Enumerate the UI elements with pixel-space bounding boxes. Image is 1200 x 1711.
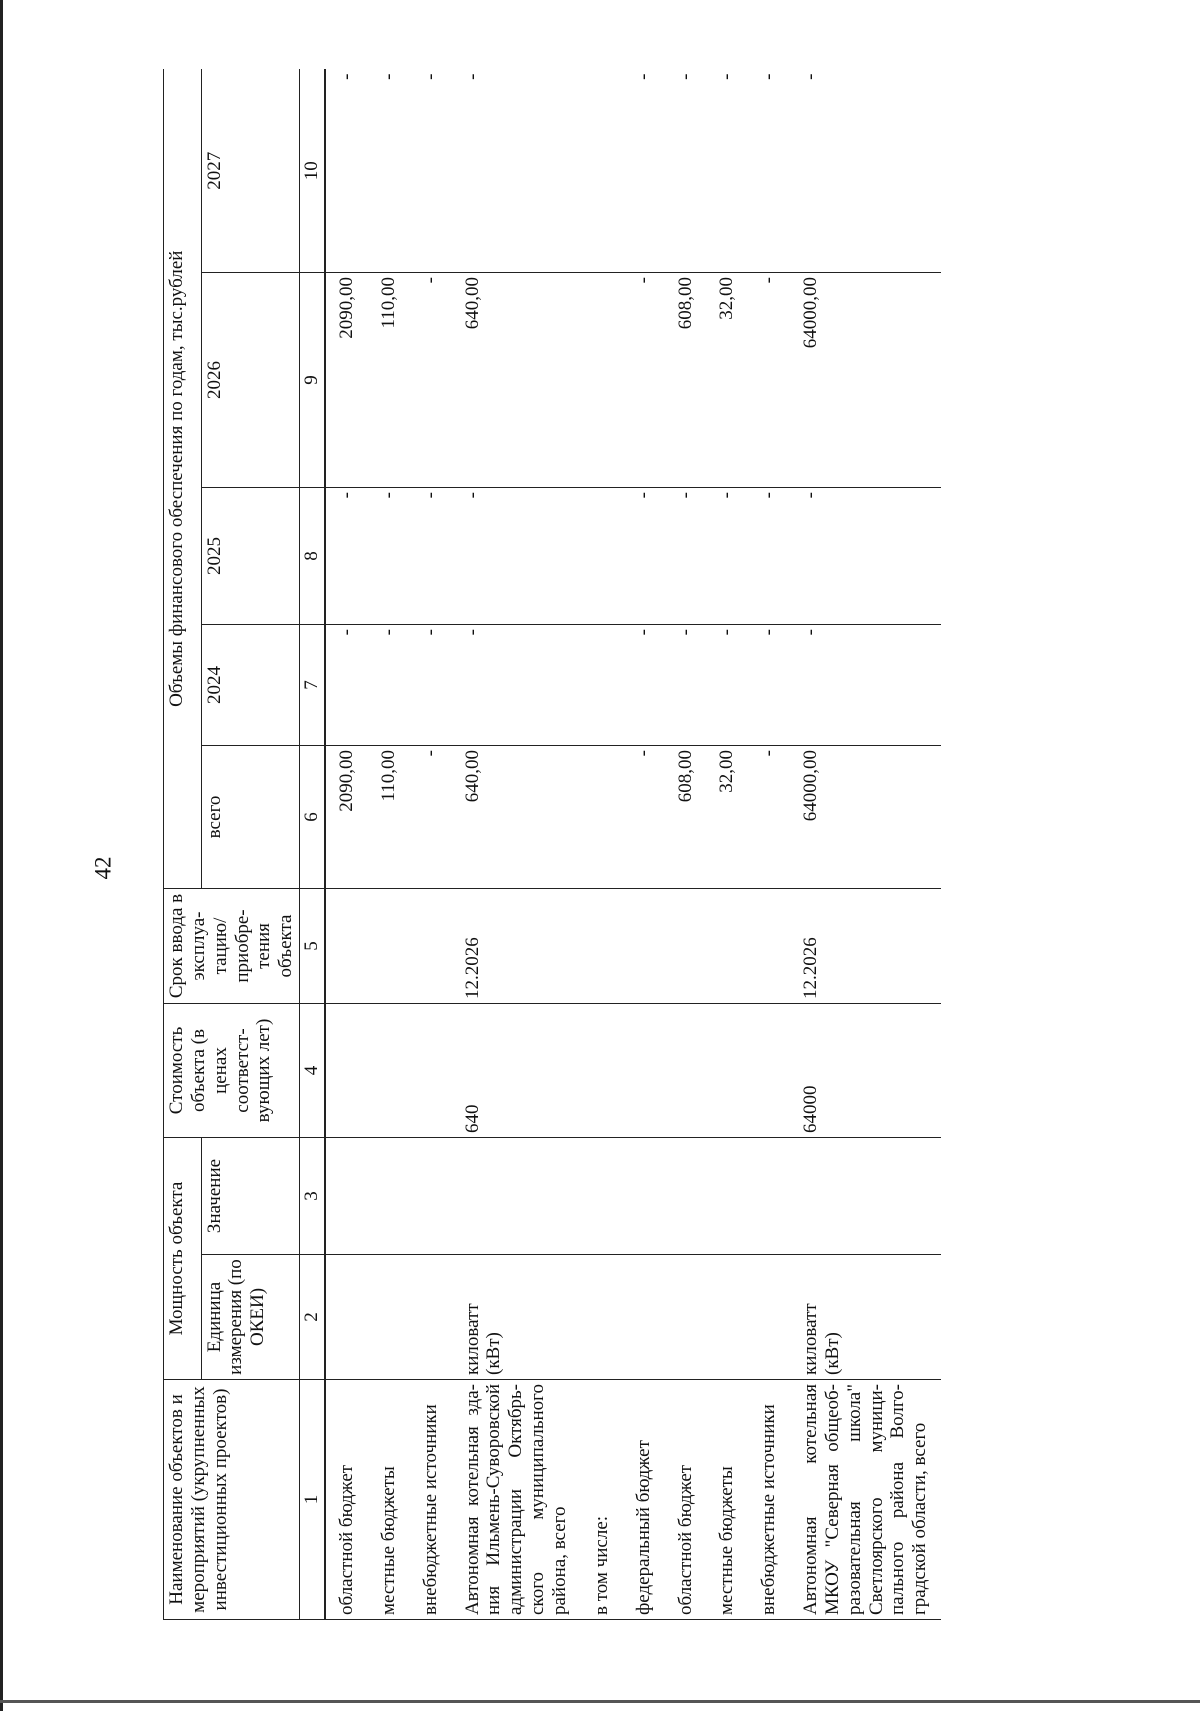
cell-total: 32,00 (706, 746, 748, 889)
header-name: Наименование объектов и мероприятий (укрупненных инвестиционных проектов) (164, 1380, 300, 1620)
cell-total: - (410, 746, 452, 889)
cell-2026 (581, 273, 623, 488)
cell-total: 64000,00 (790, 746, 941, 889)
header-deadline: Срок ввода в эксплуа-тацию/ приобре-тения объекта (164, 889, 300, 1004)
cell-deadline (623, 889, 665, 1004)
cell-total: 2090,00 (325, 746, 368, 889)
cell-value (368, 1138, 410, 1255)
header-row-1 (164, 70, 202, 1620)
cell-value (748, 1138, 790, 1255)
table-row (581, 70, 623, 1620)
column-number: 3 (300, 1138, 326, 1255)
cell-deadline (325, 889, 368, 1004)
table-row (325, 70, 368, 1620)
cell-deadline (748, 889, 790, 1004)
column-number: 8 (300, 488, 326, 625)
cell-value (665, 1138, 707, 1255)
cell-2024: - (706, 625, 748, 746)
cell-deadline (581, 889, 623, 1004)
cell-2027: - (368, 70, 410, 273)
cell-cost (623, 1004, 665, 1138)
financing-table (163, 70, 941, 1621)
cell-name: местные бюджеты (706, 1380, 748, 1620)
page-number: 42 (90, 856, 116, 880)
cell-cost (748, 1004, 790, 1138)
cell-2024: - (790, 625, 941, 746)
table-row (665, 70, 707, 1620)
column-number: 10 (300, 70, 326, 273)
header-year-2024: 2024 (201, 625, 300, 746)
cell-unit (665, 1255, 707, 1380)
table-row (623, 70, 665, 1620)
cell-cost (368, 1004, 410, 1138)
cell-deadline (410, 889, 452, 1004)
cell-name: областной бюджет (665, 1380, 707, 1620)
cell-2024: - (410, 625, 452, 746)
cell-deadline (368, 889, 410, 1004)
cell-2025: - (790, 488, 941, 625)
cell-2025: - (452, 488, 581, 625)
cell-unit: киловатт (кВт) (452, 1255, 581, 1380)
cell-unit (748, 1255, 790, 1380)
cell-2024: - (452, 625, 581, 746)
cell-2027: - (790, 70, 941, 273)
header-volumes: Объемы финансового обеспечения по годам, тыс.рублей (164, 70, 202, 889)
cell-2025: - (706, 488, 748, 625)
header-year-2026: 2026 (201, 273, 300, 488)
cell-total: 110,00 (368, 746, 410, 889)
header-total: всего (201, 746, 300, 889)
cell-unit (368, 1255, 410, 1380)
column-number-row (300, 70, 326, 1620)
cell-2027: - (623, 70, 665, 273)
cell-cost (325, 1004, 368, 1138)
cell-name: федеральный бюджет (623, 1380, 665, 1620)
cell-2024 (581, 625, 623, 746)
cell-unit (623, 1255, 665, 1380)
cell-deadline: 12.2026 (790, 889, 941, 1004)
cell-deadline (706, 889, 748, 1004)
scan-edge-bottom (0, 1700, 1200, 1703)
column-number: 1 (300, 1380, 326, 1620)
cell-unit (706, 1255, 748, 1380)
cell-value (706, 1138, 748, 1255)
cell-2025: - (748, 488, 790, 625)
cell-total: 608,00 (665, 746, 707, 889)
table-row (790, 70, 941, 1620)
cell-cost (410, 1004, 452, 1138)
cell-2024: - (748, 625, 790, 746)
cell-2027 (581, 70, 623, 273)
cell-cost (706, 1004, 748, 1138)
table-body (325, 70, 941, 1620)
header-capacity-value: Значение (201, 1138, 300, 1255)
rotated-page-content (163, 70, 943, 1620)
cell-value (325, 1138, 368, 1255)
cell-2025: - (325, 488, 368, 625)
cell-2027: - (706, 70, 748, 273)
cell-deadline (665, 889, 707, 1004)
column-number: 6 (300, 746, 326, 889)
cell-unit (581, 1255, 623, 1380)
column-number: 2 (300, 1255, 326, 1380)
cell-total (581, 746, 623, 889)
column-number: 7 (300, 625, 326, 746)
cell-value (452, 1138, 581, 1255)
table-row (410, 70, 452, 1620)
column-number: 9 (300, 273, 326, 488)
header-capacity-unit: Единица измерения (по ОКЕИ) (201, 1255, 300, 1380)
cell-2027: - (325, 70, 368, 273)
cell-name: областной бюджет (325, 1380, 368, 1620)
cell-2027: - (748, 70, 790, 273)
cell-2025: - (665, 488, 707, 625)
cell-2024: - (665, 625, 707, 746)
cell-value (790, 1138, 941, 1255)
column-number: 5 (300, 889, 326, 1004)
cell-2025: - (368, 488, 410, 625)
cell-2026: - (623, 273, 665, 488)
cell-2024: - (368, 625, 410, 746)
cell-2025: - (623, 488, 665, 625)
cell-name: внебюджетные источники (748, 1380, 790, 1620)
cell-2025: - (410, 488, 452, 625)
cell-2026: 64000,00 (790, 273, 941, 488)
cell-name: внебюджетные источники (410, 1380, 452, 1620)
cell-2026: - (410, 273, 452, 488)
cell-unit (325, 1255, 368, 1380)
cell-cost (581, 1004, 623, 1138)
table-row (706, 70, 748, 1620)
scan-edge (0, 0, 3, 1711)
table-row (368, 70, 410, 1620)
cell-2026: 2090,00 (325, 273, 368, 488)
cell-2027: - (665, 70, 707, 273)
table-row (452, 70, 581, 1620)
cell-cost: 64000 (790, 1004, 941, 1138)
cell-name: Автономная котельная зда-ния Ильмень-Суворовской администрации Октябрь-ского муниципального района, всего (452, 1380, 581, 1620)
cell-name: местные бюджеты (368, 1380, 410, 1620)
cell-2026: 640,00 (452, 273, 581, 488)
cell-2026: 110,00 (368, 273, 410, 488)
cell-total: 640,00 (452, 746, 581, 889)
column-number: 4 (300, 1004, 326, 1138)
cell-total: - (748, 746, 790, 889)
cell-value (623, 1138, 665, 1255)
header-capacity: Мощность объекта (164, 1138, 202, 1380)
cell-cost (665, 1004, 707, 1138)
cell-total: - (623, 746, 665, 889)
cell-2026: - (748, 273, 790, 488)
cell-2026: 608,00 (665, 273, 707, 488)
cell-2024: - (623, 625, 665, 746)
header-year-2027: 2027 (201, 70, 300, 273)
cell-2027: - (452, 70, 581, 273)
cell-unit (410, 1255, 452, 1380)
cell-2027: - (410, 70, 452, 273)
cell-cost: 640 (452, 1004, 581, 1138)
cell-name: Автономная котельная МКОУ "Северная общеоб-разовательная школа" Светлоярского муници-пального района Волго-градской области, всего (790, 1380, 941, 1620)
cell-value (581, 1138, 623, 1255)
cell-deadline: 12.2026 (452, 889, 581, 1004)
cell-2024: - (325, 625, 368, 746)
cell-value (410, 1138, 452, 1255)
table-row (748, 70, 790, 1620)
cell-unit: киловатт (кВт) (790, 1255, 941, 1380)
header-year-2025: 2025 (201, 488, 300, 625)
cell-2025 (581, 488, 623, 625)
cell-2026: 32,00 (706, 273, 748, 488)
cell-name: в том числе: (581, 1380, 623, 1620)
header-cost: Стоимость объекта (в ценах соответст-вующих лет) (164, 1004, 300, 1138)
